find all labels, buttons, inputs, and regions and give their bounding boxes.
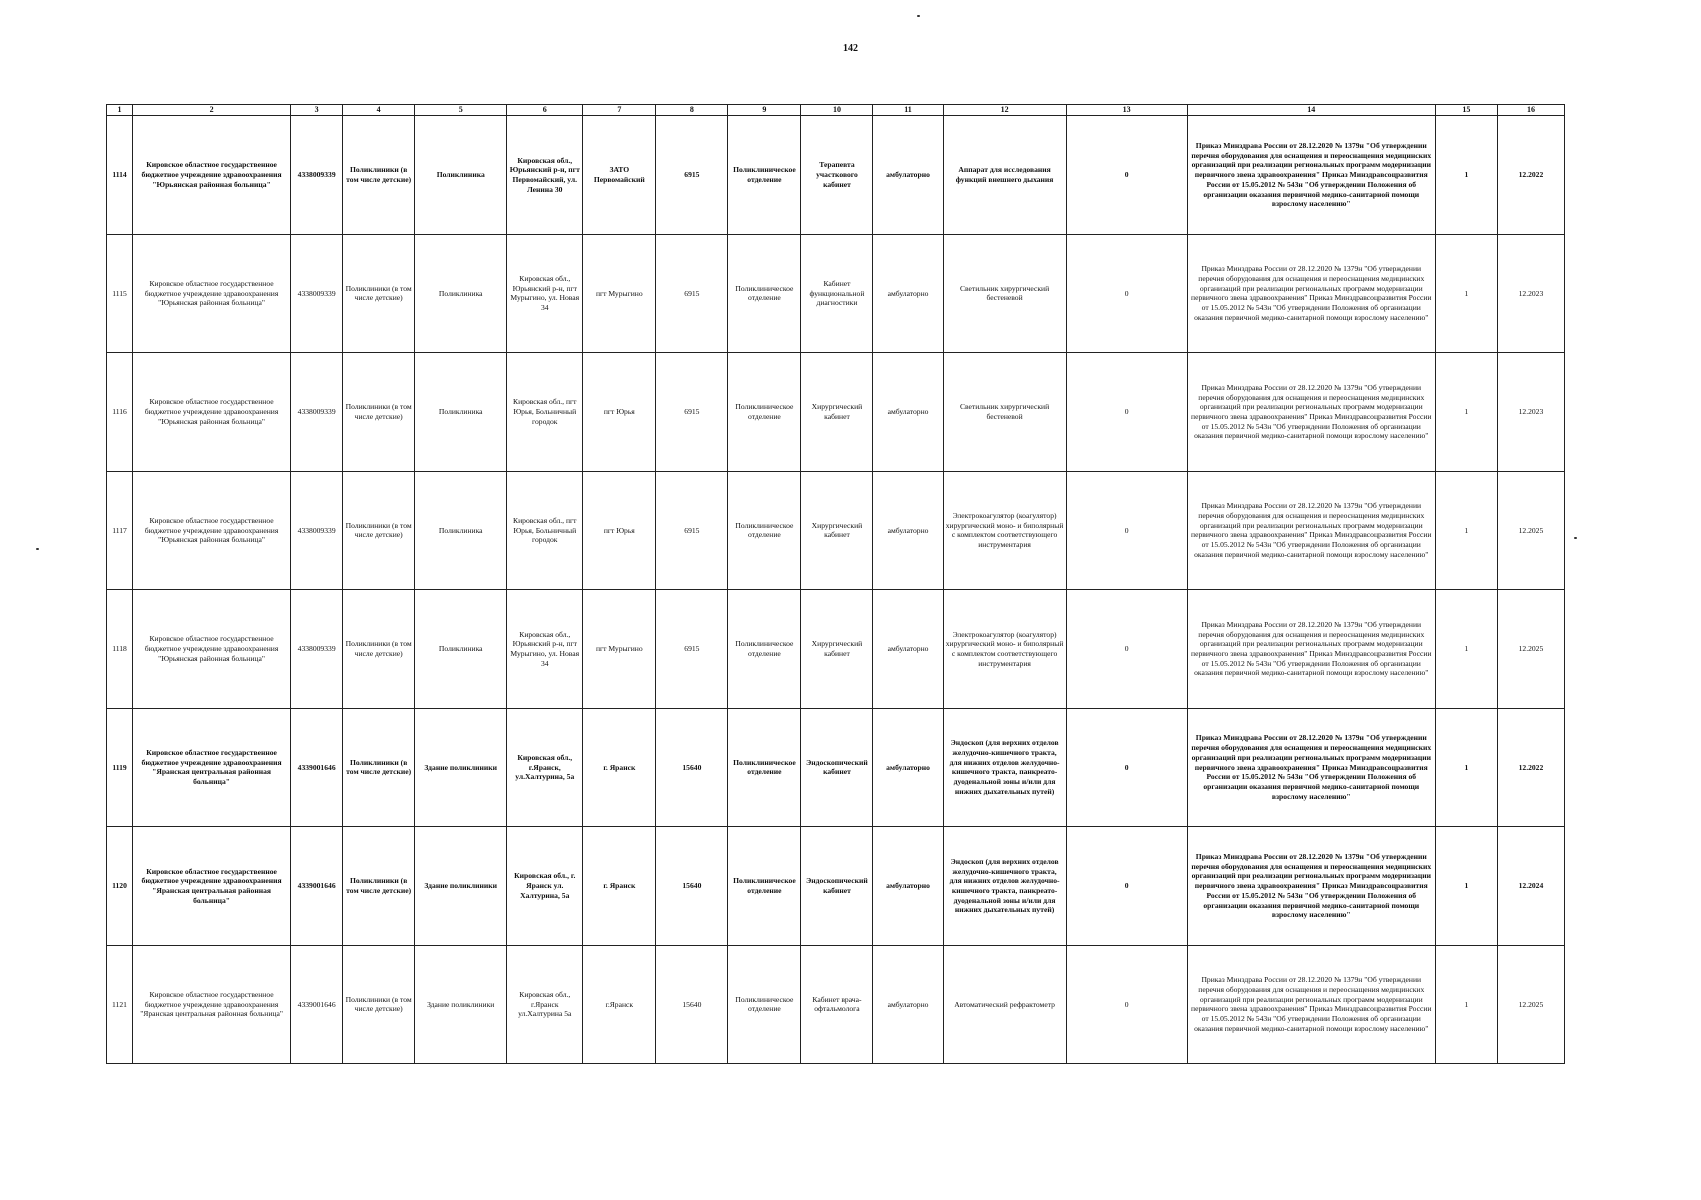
building-cell: Поликлиника [415,234,507,353]
regulation-cell: Приказ Минздрава России от 28.12.2020 № 1379н "Об утверждении перечня оборудования для оснащения и переоснащения медицинских организаций при реализации региональных программ модернизации первичного звена здравоохранения" Приказ Минздравсоцразвития России от 15.05.2012 № 543н "Об утверждении Положения об организации оказания первичной медико-санитарной помощи взрослому населению" [1187,234,1435,353]
locality-cell: г. Яранск [583,708,656,827]
equipment-cell: Светильник хирургический бестеневой [943,234,1066,353]
equipment-register-table [106,104,1565,1064]
table-row [107,827,1565,946]
quantity-available-cell: 0 [1066,945,1187,1064]
department-cell: Поликлиническое отделение [728,708,801,827]
address-cell: Кировская обл., г. Яранск ул. Халтурина, 5а [507,827,583,946]
organization-cell: Кировское областное государственное бюджетное учреждение здравоохранения "Яранская центральная районная больница" [133,708,291,827]
department-cell: Поликлиническое отделение [728,234,801,353]
regulation-cell: Приказ Минздрава России от 28.12.2020 № 1379н "Об утверждении перечня оборудования для оснащения и переоснащения медицинских организаций при реализации региональных программ модернизации первичного звена здравоохранения" Приказ Минздравсоцразвития России от 15.05.2012 № 543н "Об утверждении Положения об организации оказания первичной медико-санитарной помощи взрослому населению" [1187,945,1435,1064]
column-number-row [107,105,1565,116]
column-header: 8 [656,105,728,116]
code-cell: 15640 [656,708,728,827]
quantity-needed-cell: 1 [1435,945,1497,1064]
facility-type-cell: Поликлиники (в том числе детские) [343,471,415,590]
regulation-cell: Приказ Минздрава России от 28.12.2020 № 1379н "Об утверждении перечня оборудования для оснащения и переоснащения медицинских организаций при реализации региональных программ модернизации первичного звена здравоохранения" Приказ Минздравсоцразвития России от 15.05.2012 № 543н "Об утверждении Положения об организации оказания первичной медико-санитарной помощи взрослому населению" [1187,827,1435,946]
quantity-available-cell: 0 [1066,708,1187,827]
department-cell: Поликлиническое отделение [728,590,801,709]
quantity-needed-cell: 1 [1435,116,1497,235]
column-header: 15 [1435,105,1497,116]
column-header: 4 [343,105,415,116]
address-cell: Кировская обл., пгт Юрья, Больничный городок [507,353,583,472]
column-header: 3 [291,105,343,116]
address-cell: Кировская обл., г.Яранск, ул.Халтурина, 5а [507,708,583,827]
quantity-available-cell: 0 [1066,234,1187,353]
inn-cell: 4338009339 [291,590,343,709]
department-cell: Поликлиническое отделение [728,471,801,590]
cabinet-cell: Терапевта участкового кабинет [801,116,873,235]
equipment-cell: Эндоскоп (для верхних отделов желудочно-кишечного тракта, для нижних отделов желудочно-кишечного тракта, панкреато-дуоденальной зоны и/или для нижних дыхательных путей) [943,827,1066,946]
locality-cell: пгт Мурыгино [583,234,656,353]
row-number-cell: 1114 [107,116,133,235]
quantity-needed-cell: 1 [1435,353,1497,472]
address-cell: Кировская обл., Юрьянский р-н, пгт Мурыгино, ул. Новая 34 [507,590,583,709]
row-number-cell: 1121 [107,945,133,1064]
quantity-available-cell: 0 [1066,471,1187,590]
address-cell: Кировская обл., г.Яранск ул.Халтурина 5а [507,945,583,1064]
locality-cell: пгт Юрья [583,353,656,472]
inn-cell: 4338009339 [291,471,343,590]
table-row [107,708,1565,827]
care-form-cell: амбулаторно [873,116,943,235]
code-cell: 6915 [656,353,728,472]
facility-type-cell: Поликлиники (в том числе детские) [343,827,415,946]
equipment-cell: Аппарат для исследования функций внешнего дыхания [943,116,1066,235]
care-form-cell: амбулаторно [873,471,943,590]
column-header: 10 [801,105,873,116]
date-cell: 12.2025 [1497,590,1564,709]
care-form-cell: амбулаторно [873,353,943,472]
table-row [107,116,1565,235]
date-cell: 12.2023 [1497,353,1564,472]
column-header: 6 [507,105,583,116]
date-cell: 12.2025 [1497,945,1564,1064]
column-header: 9 [728,105,801,116]
organization-cell: Кировское областное государственное бюджетное учреждение здравоохранения "Юрьянская районная больница" [133,116,291,235]
quantity-available-cell: 0 [1066,353,1187,472]
row-number-cell: 1116 [107,353,133,472]
cabinet-cell: Хирургический кабинет [801,353,873,472]
address-cell: Кировская обл., Юрьянский р-н, пгт Мурыгино, ул. Новая 34 [507,234,583,353]
care-form-cell: амбулаторно [873,827,943,946]
table-row [107,234,1565,353]
building-cell: Поликлиника [415,353,507,472]
department-cell: Поликлиническое отделение [728,353,801,472]
inn-cell: 4339001646 [291,945,343,1064]
quantity-needed-cell: 1 [1435,471,1497,590]
quantity-available-cell: 0 [1066,590,1187,709]
row-number-cell: 1115 [107,234,133,353]
building-cell: Здание поликлиники [415,945,507,1064]
address-cell: Кировская обл., пгт Юрья, Больничный городок [507,471,583,590]
equipment-cell: Светильник хирургический бестеневой [943,353,1066,472]
organization-cell: Кировское областное государственное бюджетное учреждение здравоохранения "Юрьянская районная больница" [133,353,291,472]
equipment-cell: Электрокоагулятор (коагулятор) хирургический моно- и биполярный с комплектом соответствующего инструментария [943,471,1066,590]
equipment-cell: Электрокоагулятор (коагулятор) хирургический моно- и биполярный с комплектом соответствующего инструментария [943,590,1066,709]
column-header: 14 [1187,105,1435,116]
building-cell: Поликлиника [415,471,507,590]
table-row [107,945,1565,1064]
inn-cell: 4338009339 [291,116,343,235]
scan-speck [1574,537,1577,539]
building-cell: Здание поликлиники [415,708,507,827]
regulation-cell: Приказ Минздрава России от 28.12.2020 № 1379н "Об утверждении перечня оборудования для оснащения и переоснащения медицинских организаций при реализации региональных программ модернизации первичного звена здравоохранения" Приказ Минздравсоцразвития России от 15.05.2012 № 543н "Об утверждении Положения об организации оказания первичной медико-санитарной помощи взрослому населению" [1187,353,1435,472]
cabinet-cell: Кабинет врача-офтальмолога [801,945,873,1064]
column-header: 1 [107,105,133,116]
regulation-cell: Приказ Минздрава России от 28.12.2020 № 1379н "Об утверждении перечня оборудования для оснащения и переоснащения медицинских организаций при реализации региональных программ модернизации первичного звена здравоохранения" Приказ Минздравсоцразвития России от 15.05.2012 № 543н "Об утверждении Положения об организации оказания первичной медико-санитарной помощи взрослому населению" [1187,471,1435,590]
locality-cell: пгт Мурыгино [583,590,656,709]
row-number-cell: 1119 [107,708,133,827]
facility-type-cell: Поликлиники (в том числе детские) [343,116,415,235]
regulation-cell: Приказ Минздрава России от 28.12.2020 № 1379н "Об утверждении перечня оборудования для оснащения и переоснащения медицинских организаций при реализации региональных программ модернизации первичного звена здравоохранения" Приказ Минздравсоцразвития России от 15.05.2012 № 543н "Об утверждении Положения об организации оказания первичной медико-санитарной помощи взрослому населению" [1187,116,1435,235]
organization-cell: Кировское областное государственное бюджетное учреждение здравоохранения "Яранская центральная районная больница" [133,945,291,1064]
code-cell: 6915 [656,590,728,709]
quantity-available-cell: 0 [1066,827,1187,946]
cabinet-cell: Эндоскопический кабинет [801,827,873,946]
quantity-needed-cell: 1 [1435,590,1497,709]
page-number: 142 [843,43,858,54]
regulation-cell: Приказ Минздрава России от 28.12.2020 № 1379н "Об утверждении перечня оборудования для оснащения и переоснащения медицинских организаций при реализации региональных программ модернизации первичного звена здравоохранения" Приказ Минздравсоцразвития России от 15.05.2012 № 543н "Об утверждении Положения об организации оказания первичной медико-санитарной помощи взрослому населению" [1187,590,1435,709]
locality-cell: ЗАТО Первомайский [583,116,656,235]
department-cell: Поликлиническое отделение [728,116,801,235]
regulation-cell: Приказ Минздрава России от 28.12.2020 № 1379н "Об утверждении перечня оборудования для оснащения и переоснащения медицинских организаций при реализации региональных программ модернизации первичного звена здравоохранения" Приказ Минздравсоцразвития России от 15.05.2012 № 543н "Об утверждении Положения об организации оказания первичной медико-санитарной помощи взрослому населению" [1187,708,1435,827]
date-cell: 12.2024 [1497,827,1564,946]
row-number-cell: 1117 [107,471,133,590]
quantity-needed-cell: 1 [1435,827,1497,946]
facility-type-cell: Поликлиники (в том числе детские) [343,353,415,472]
quantity-available-cell: 0 [1066,116,1187,235]
equipment-cell: Автоматический рефрактометр [943,945,1066,1064]
scan-speck [36,548,39,550]
cabinet-cell: Кабинет функциональной диагностики [801,234,873,353]
column-header: 2 [133,105,291,116]
address-cell: Кировская обл., Юрьянский р-н, пгт Первомайский, ул. Ленина 30 [507,116,583,235]
scan-speck [917,15,920,17]
column-header: 5 [415,105,507,116]
code-cell: 6915 [656,471,728,590]
care-form-cell: амбулаторно [873,708,943,827]
table-row [107,471,1565,590]
inn-cell: 4338009339 [291,353,343,472]
facility-type-cell: Поликлиники (в том числе детские) [343,945,415,1064]
building-cell: Поликлиника [415,116,507,235]
department-cell: Поликлиническое отделение [728,827,801,946]
code-cell: 6915 [656,116,728,235]
column-header: 12 [943,105,1066,116]
inn-cell: 4339001646 [291,708,343,827]
quantity-needed-cell: 1 [1435,708,1497,827]
care-form-cell: амбулаторно [873,234,943,353]
building-cell: Поликлиника [415,590,507,709]
building-cell: Здание поликлиники [415,827,507,946]
code-cell: 15640 [656,945,728,1064]
locality-cell: г. Яранск [583,827,656,946]
inn-cell: 4339001646 [291,827,343,946]
care-form-cell: амбулаторно [873,590,943,709]
inn-cell: 4338009339 [291,234,343,353]
locality-cell: пгт Юрья [583,471,656,590]
facility-type-cell: Поликлиники (в том числе детские) [343,708,415,827]
column-header: 16 [1497,105,1564,116]
facility-type-cell: Поликлиники (в том числе детские) [343,590,415,709]
locality-cell: г.Яранск [583,945,656,1064]
row-number-cell: 1118 [107,590,133,709]
column-header: 11 [873,105,943,116]
date-cell: 12.2023 [1497,234,1564,353]
facility-type-cell: Поликлиники (в том числе детские) [343,234,415,353]
date-cell: 12.2022 [1497,116,1564,235]
table-row [107,590,1565,709]
organization-cell: Кировское областное государственное бюджетное учреждение здравоохранения "Яранская центральная районная больница" [133,827,291,946]
cabinet-cell: Хирургический кабинет [801,471,873,590]
organization-cell: Кировское областное государственное бюджетное учреждение здравоохранения "Юрьянская районная больница" [133,234,291,353]
table-row [107,353,1565,472]
date-cell: 12.2025 [1497,471,1564,590]
quantity-needed-cell: 1 [1435,234,1497,353]
code-cell: 6915 [656,234,728,353]
code-cell: 15640 [656,827,728,946]
cabinet-cell: Эндоскопический кабинет [801,708,873,827]
care-form-cell: амбулаторно [873,945,943,1064]
column-header: 7 [583,105,656,116]
date-cell: 12.2022 [1497,708,1564,827]
department-cell: Поликлиническое отделение [728,945,801,1064]
row-number-cell: 1120 [107,827,133,946]
organization-cell: Кировское областное государственное бюджетное учреждение здравоохранения "Юрьянская районная больница" [133,590,291,709]
column-header: 13 [1066,105,1187,116]
cabinet-cell: Хирургический кабинет [801,590,873,709]
organization-cell: Кировское областное государственное бюджетное учреждение здравоохранения "Юрьянская районная больница" [133,471,291,590]
equipment-cell: Эндоскоп (для верхних отделов желудочно-кишечного тракта, для нижних отделов желудочно-кишечного тракта, панкреато-дуоденальной зоны и/или для нижних дыхательных путей) [943,708,1066,827]
